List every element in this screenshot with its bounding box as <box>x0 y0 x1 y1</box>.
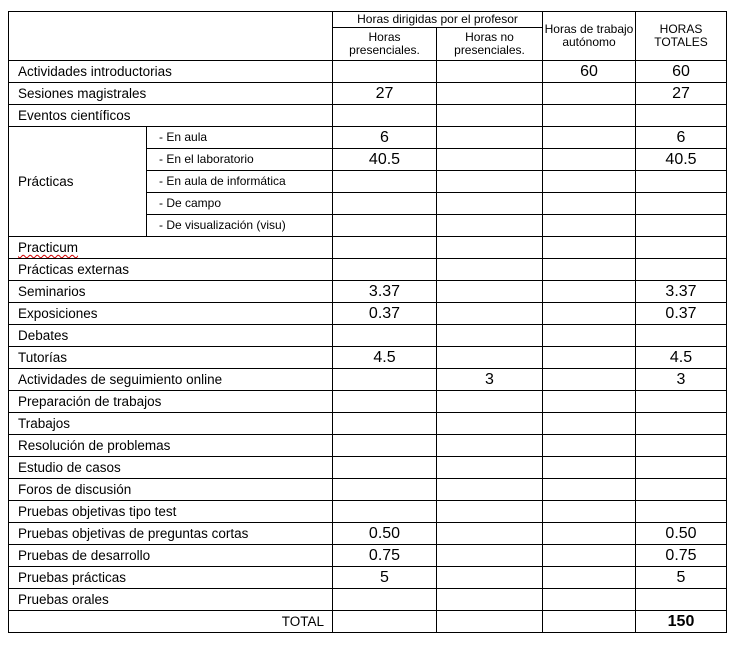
table-row <box>9 545 727 567</box>
cell-autonomo: 60 <box>543 61 636 83</box>
cell-total: 4.5 <box>636 347 727 369</box>
cell-presenciales <box>333 325 437 347</box>
header-totales: HORAS TOTALES <box>636 12 727 61</box>
row-sublabel: - En el laboratorio <box>147 149 333 171</box>
cell-total <box>636 215 727 237</box>
cell-autonomo <box>543 501 636 523</box>
row-sublabel: - En aula de informática <box>147 171 333 193</box>
cell-no-presenciales <box>437 171 543 193</box>
cell-total <box>636 589 727 611</box>
cell-no-presenciales <box>437 83 543 105</box>
cell-no-presenciales <box>437 347 543 369</box>
header-no-presenciales: Horas no presenciales. <box>437 28 543 61</box>
cell-presenciales <box>333 259 437 281</box>
cell-autonomo <box>543 611 636 633</box>
cell-autonomo <box>543 193 636 215</box>
table-row <box>9 303 727 325</box>
cell-presenciales <box>333 237 437 259</box>
row-sublabel: - De campo <box>147 193 333 215</box>
cell-total: 0.50 <box>636 523 727 545</box>
table-row <box>9 457 727 479</box>
cell-presenciales: 6 <box>333 127 437 149</box>
cell-presenciales: 0.37 <box>333 303 437 325</box>
cell-autonomo <box>543 479 636 501</box>
cell-presenciales <box>333 413 437 435</box>
row-label: Sesiones magistrales <box>9 83 333 105</box>
cell-no-presenciales <box>437 303 543 325</box>
cell-presenciales <box>333 391 437 413</box>
row-label: Pruebas orales <box>9 589 333 611</box>
row-label: Pruebas objetivas tipo test <box>9 501 333 523</box>
table-row <box>9 347 727 369</box>
table-row <box>9 589 727 611</box>
row-label: Tutorías <box>9 347 333 369</box>
cell-total: 40.5 <box>636 149 727 171</box>
cell-total <box>636 479 727 501</box>
cell-autonomo <box>543 457 636 479</box>
row-label: Foros de discusión <box>9 479 333 501</box>
hours-table <box>8 11 727 633</box>
table-row <box>9 237 727 259</box>
cell-no-presenciales <box>437 567 543 589</box>
cell-total: 27 <box>636 83 727 105</box>
cell-presenciales <box>333 457 437 479</box>
cell-presenciales: 5 <box>333 567 437 589</box>
row-label: Exposiciones <box>9 303 333 325</box>
table-row <box>9 127 727 149</box>
cell-total <box>636 193 727 215</box>
row-label: Debates <box>9 325 333 347</box>
cell-total <box>636 457 727 479</box>
row-label: Eventos científicos <box>9 105 333 127</box>
cell-no-presenciales <box>437 545 543 567</box>
table-row <box>9 523 727 545</box>
cell-total: 0.37 <box>636 303 727 325</box>
cell-no-presenciales <box>437 501 543 523</box>
cell-autonomo <box>543 259 636 281</box>
table-row <box>9 105 727 127</box>
cell-total <box>636 259 727 281</box>
cell-no-presenciales <box>437 105 543 127</box>
cell-total: 5 <box>636 567 727 589</box>
cell-presenciales: 27 <box>333 83 437 105</box>
cell-autonomo <box>543 413 636 435</box>
header-presenciales: Horas presenciales. <box>333 28 437 61</box>
table-row <box>9 61 727 83</box>
row-label: Seminarios <box>9 281 333 303</box>
cell-no-presenciales <box>437 611 543 633</box>
cell-autonomo <box>543 149 636 171</box>
cell-total: 3 <box>636 369 727 391</box>
cell-presenciales <box>333 501 437 523</box>
table-row <box>9 369 727 391</box>
cell-autonomo <box>543 523 636 545</box>
table-row <box>9 413 727 435</box>
cell-presenciales: 0.75 <box>333 545 437 567</box>
cell-presenciales <box>333 435 437 457</box>
cell-presenciales <box>333 61 437 83</box>
header-autonomo: Horas de trabajo autónomo <box>543 12 636 61</box>
cell-autonomo <box>543 325 636 347</box>
cell-no-presenciales <box>437 215 543 237</box>
cell-presenciales <box>333 215 437 237</box>
cell-total <box>636 237 727 259</box>
row-label: Resolución de problemas <box>9 435 333 457</box>
row-label-text: Practicum <box>18 240 79 255</box>
cell-autonomo <box>543 105 636 127</box>
row-label: Trabajos <box>9 413 333 435</box>
table-row <box>9 501 727 523</box>
cell-autonomo <box>543 567 636 589</box>
cell-presenciales: 4.5 <box>333 347 437 369</box>
row-sublabel: - En aula <box>147 127 333 149</box>
header-group-directed: Horas dirigidas por el profesor <box>333 12 543 28</box>
cell-no-presenciales <box>437 259 543 281</box>
row-sublabel: - De visualización (visu) <box>147 215 333 237</box>
cell-presenciales: 40.5 <box>333 149 437 171</box>
cell-autonomo <box>543 347 636 369</box>
total-label: TOTAL <box>9 611 333 633</box>
cell-autonomo <box>543 83 636 105</box>
cell-autonomo <box>543 589 636 611</box>
cell-total: 0.75 <box>636 545 727 567</box>
row-label: Pruebas objetivas de preguntas cortas <box>9 523 333 545</box>
cell-total <box>636 325 727 347</box>
cell-total <box>636 105 727 127</box>
table-row <box>9 479 727 501</box>
cell-total <box>636 391 727 413</box>
cell-autonomo <box>543 215 636 237</box>
cell-no-presenciales <box>437 193 543 215</box>
cell-total: 3.37 <box>636 281 727 303</box>
cell-no-presenciales <box>437 435 543 457</box>
cell-autonomo <box>543 435 636 457</box>
table-row <box>9 435 727 457</box>
table-row <box>9 281 727 303</box>
cell-no-presenciales <box>437 325 543 347</box>
table-row <box>9 567 727 589</box>
cell-total: 60 <box>636 61 727 83</box>
cell-autonomo <box>543 369 636 391</box>
cell-autonomo <box>543 281 636 303</box>
cell-no-presenciales <box>437 61 543 83</box>
cell-presenciales <box>333 479 437 501</box>
table-row <box>9 391 727 413</box>
row-label <box>9 237 333 259</box>
cell-no-presenciales <box>437 589 543 611</box>
cell-presenciales: 3.37 <box>333 281 437 303</box>
practicas-label: Prácticas <box>9 127 147 237</box>
row-label: Prácticas externas <box>9 259 333 281</box>
cell-presenciales <box>333 369 437 391</box>
cell-total <box>636 501 727 523</box>
cell-no-presenciales <box>437 281 543 303</box>
cell-total <box>636 435 727 457</box>
cell-no-presenciales <box>437 149 543 171</box>
cell-autonomo <box>543 127 636 149</box>
total-value: 150 <box>636 611 727 633</box>
table-row <box>9 83 727 105</box>
cell-total <box>636 171 727 193</box>
cell-no-presenciales <box>437 523 543 545</box>
total-row <box>9 611 727 633</box>
cell-presenciales <box>333 193 437 215</box>
table-row <box>9 259 727 281</box>
cell-autonomo <box>543 391 636 413</box>
row-label: Pruebas de desarrollo <box>9 545 333 567</box>
cell-presenciales <box>333 611 437 633</box>
cell-autonomo <box>543 237 636 259</box>
cell-no-presenciales <box>437 391 543 413</box>
cell-presenciales <box>333 171 437 193</box>
row-label: Estudio de casos <box>9 457 333 479</box>
cell-no-presenciales <box>437 127 543 149</box>
row-label: Actividades de seguimiento online <box>9 369 333 391</box>
table-row <box>9 325 727 347</box>
row-label: Actividades introductorias <box>9 61 333 83</box>
cell-no-presenciales: 3 <box>437 369 543 391</box>
cell-no-presenciales <box>437 413 543 435</box>
cell-autonomo <box>543 303 636 325</box>
row-label: Pruebas prácticas <box>9 567 333 589</box>
cell-presenciales <box>333 589 437 611</box>
cell-autonomo <box>543 545 636 567</box>
cell-no-presenciales <box>437 479 543 501</box>
cell-presenciales <box>333 105 437 127</box>
cell-total <box>636 413 727 435</box>
cell-presenciales: 0.50 <box>333 523 437 545</box>
cell-no-presenciales <box>437 237 543 259</box>
header-blank-cell <box>9 12 333 61</box>
cell-total: 6 <box>636 127 727 149</box>
row-label: Preparación de trabajos <box>9 391 333 413</box>
cell-autonomo <box>543 171 636 193</box>
cell-no-presenciales <box>437 457 543 479</box>
